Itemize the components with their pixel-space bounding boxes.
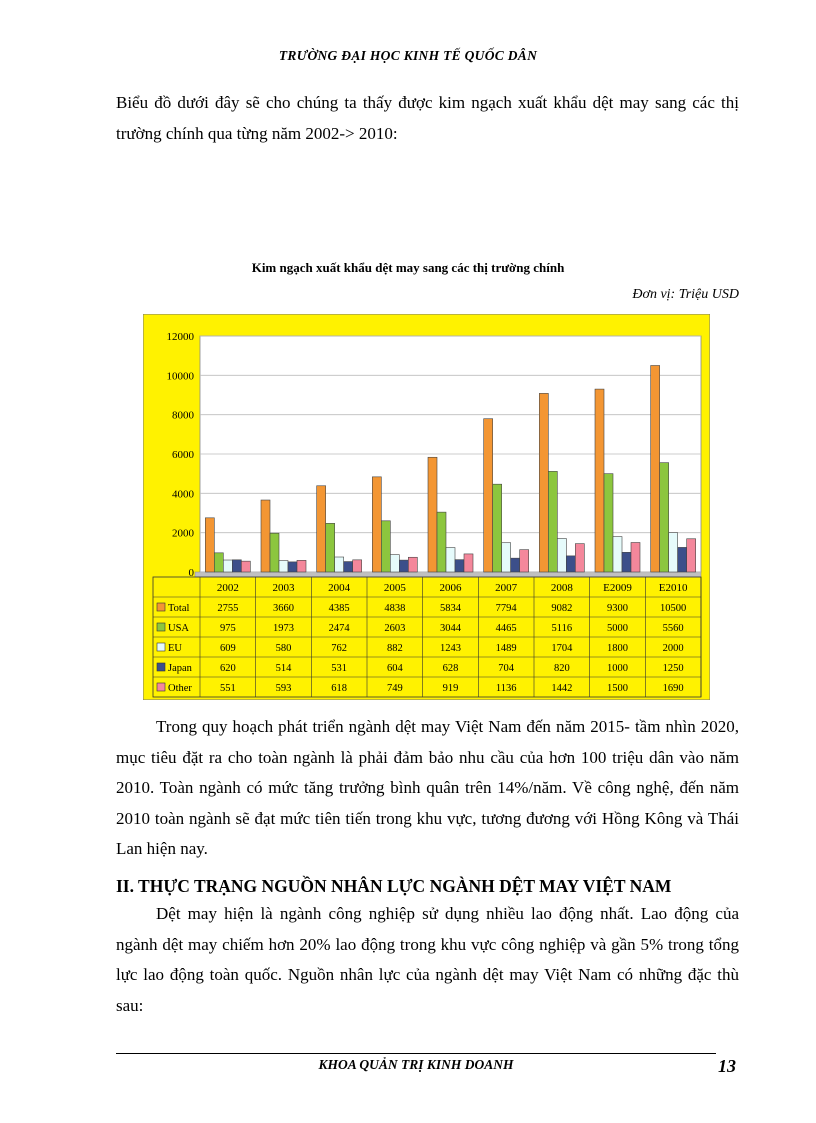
data-label: 580 [275, 643, 292, 654]
y-tick-label: 6000 [172, 449, 194, 461]
y-tick-label: 8000 [172, 409, 194, 422]
chart-unit: Đơn vị: Triệu USD [632, 287, 739, 302]
bar-total [539, 393, 548, 572]
y-tick-label: 12000 [166, 331, 194, 343]
bar-usa [381, 521, 390, 572]
data-label: 3044 [440, 623, 461, 634]
bar-usa [214, 553, 223, 572]
bar-total [205, 518, 214, 572]
footer-divider [116, 1053, 716, 1054]
data-label: 1000 [607, 663, 628, 674]
legend-label-eu: EU [168, 643, 182, 654]
data-label: 5834 [440, 603, 461, 614]
bar-japan [566, 556, 575, 572]
data-label: 4838 [384, 603, 406, 614]
data-label: 5560 [662, 623, 684, 634]
data-label: 3660 [273, 603, 294, 614]
bar-other [241, 561, 250, 572]
data-label: 9300 [607, 603, 628, 614]
data-label: 5116 [551, 623, 573, 634]
legend-swatch-other [157, 683, 165, 691]
bar-eu [223, 560, 232, 572]
data-label: 593 [275, 683, 292, 694]
category-label: 2004 [328, 582, 351, 594]
category-label: E2010 [658, 582, 688, 594]
bar-japan [455, 560, 464, 572]
bar-total [595, 389, 604, 572]
footer-text: KHOA QUẢN TRỊ KINH DOANH [318, 1057, 514, 1072]
bar-eu [390, 555, 399, 572]
data-label: 7794 [495, 603, 517, 614]
bar-usa [660, 463, 669, 572]
bar-usa [437, 512, 446, 572]
bar-eu [502, 543, 511, 572]
category-label: 2006 [439, 582, 462, 594]
chart-svg [143, 314, 710, 700]
data-label: 704 [498, 663, 515, 674]
bar-total [428, 457, 437, 572]
bar-total [261, 500, 270, 572]
bar-usa [493, 484, 502, 572]
bar-japan [288, 562, 297, 572]
data-label: 551 [219, 683, 236, 694]
data-label: 9082 [551, 603, 573, 614]
bar-eu [279, 561, 288, 572]
category-label: 2003 [272, 582, 295, 594]
data-label: 1442 [551, 683, 573, 694]
data-label: 749 [386, 683, 403, 694]
data-label: 618 [331, 683, 348, 694]
data-label: 2474 [328, 623, 350, 634]
bar-eu [613, 537, 622, 572]
data-label: 531 [331, 663, 348, 674]
planning-paragraph: Trong quy hoạch phát triển ngành dệt may Việt Nam đến năm 2015- tầm nhìn 2020, mục tiêu đặt ra cho toàn ngành là phải đảm bảo nhu cầu của hơn 100 triệu dân vào năm 2010. Toàn ngành có mức tăng trưởng bình quân trên 14%/năm. Về công nghệ, đến năm 2010 toàn ngành sẽ đạt mức tiên tiến trong khu vực, tương đương với Hồng Kông và Thái Lan hiện nay. [116, 717, 739, 858]
data-label: 4385 [328, 603, 350, 614]
data-label: 4465 [495, 623, 517, 634]
page-header: TRƯỜNG ĐẠI HỌC KINH TẾ QUỐC DÂN [278, 48, 538, 63]
bar-eu [446, 548, 455, 572]
legend-swatch-eu [157, 643, 165, 651]
data-label: 1704 [551, 643, 573, 654]
data-label: 919 [442, 683, 459, 694]
data-label: 1489 [495, 643, 517, 654]
category-label: 2002 [216, 582, 239, 594]
bar-other [353, 560, 362, 572]
y-tick-label: 2000 [172, 527, 194, 540]
legend-label-other: Other [168, 683, 192, 694]
bar-usa [326, 523, 335, 572]
category-label: 2007 [495, 582, 518, 594]
data-label: 628 [442, 663, 459, 674]
data-label: 609 [219, 643, 236, 654]
legend-label-total: Total [168, 603, 190, 614]
data-label: 620 [219, 663, 236, 674]
legend-label-japan: Japan [168, 663, 192, 674]
section-heading: II. THỰC TRẠNG NGUỒN NHÂN LỰC NGÀNH DỆT MAY VIỆT NAM [116, 876, 672, 896]
bar-other [520, 550, 529, 572]
data-label: 2755 [217, 603, 239, 614]
chart-caption: Kim ngạch xuất khẩu dệt may sang các thị trường chính [251, 260, 565, 275]
bar-total [484, 419, 493, 572]
bar-eu [335, 557, 344, 572]
bar-usa [270, 533, 279, 572]
y-tick-label: 0 [188, 567, 194, 579]
legend-swatch-total [157, 603, 165, 611]
plot-floor [195, 572, 701, 577]
category-label: 2008 [550, 582, 573, 594]
category-label: E2009 [603, 582, 632, 594]
bar-usa [548, 471, 557, 572]
data-label: 1500 [607, 683, 628, 694]
category-label: 2005 [383, 582, 406, 594]
data-label: 1250 [662, 663, 684, 674]
data-label: 604 [386, 663, 403, 674]
data-label: 975 [219, 623, 236, 634]
bar-japan [399, 560, 408, 572]
y-tick-label: 10000 [166, 370, 194, 383]
legend-swatch-japan [157, 663, 165, 671]
intro-paragraph: Biểu đồ dưới đây sẽ cho chúng ta thấy được kim ngạch xuất khẩu dệt may sang các thị trường chính qua từng năm 2002-> 2010: [116, 93, 739, 143]
data-label: 1243 [440, 643, 461, 654]
data-label: 1800 [607, 643, 628, 654]
bar-japan [511, 558, 520, 572]
data-label: 882 [386, 643, 403, 654]
data-label: 10500 [660, 603, 687, 614]
bar-other [408, 557, 417, 572]
data-label: 2603 [384, 623, 406, 634]
bar-other [631, 543, 640, 573]
bar-total [651, 366, 660, 573]
bar-japan [344, 562, 353, 572]
data-label: 5000 [607, 623, 628, 634]
legend-swatch-usa [157, 623, 165, 631]
workforce-paragraph: Dệt may hiện là ngành công nghiệp sử dụng nhiều lao động nhất. Lao động của ngành dệt may chiếm hơn 20% lao động trong khu vực công nghiệp và gần 5% trong tổng lực lao động toàn quốc. Nguồn nhân lực của ngành dệt may Việt Nam có những đặc thù sau: [116, 904, 739, 1015]
bar-other [297, 560, 306, 572]
data-label: 1973 [273, 623, 294, 634]
bar-total [372, 477, 381, 572]
bar-eu [669, 533, 678, 572]
data-label: 762 [331, 643, 348, 654]
page-number: 13 [718, 1056, 736, 1076]
y-tick-label: 4000 [172, 488, 194, 501]
bar-eu [557, 538, 566, 572]
bar-total [317, 486, 326, 572]
data-label: 2000 [662, 643, 684, 654]
data-label: 1136 [495, 683, 517, 694]
data-label: 820 [553, 663, 570, 674]
bar-japan [678, 547, 687, 572]
data-label: 1690 [662, 683, 684, 694]
bar-other [687, 539, 696, 572]
legend-label-usa: USA [168, 623, 190, 634]
bar-other [575, 544, 584, 572]
data-label: 514 [275, 663, 292, 674]
bar-japan [622, 552, 631, 572]
bar-japan [232, 560, 241, 572]
chart [143, 314, 710, 700]
bar-other [464, 554, 473, 572]
bar-usa [604, 474, 613, 572]
